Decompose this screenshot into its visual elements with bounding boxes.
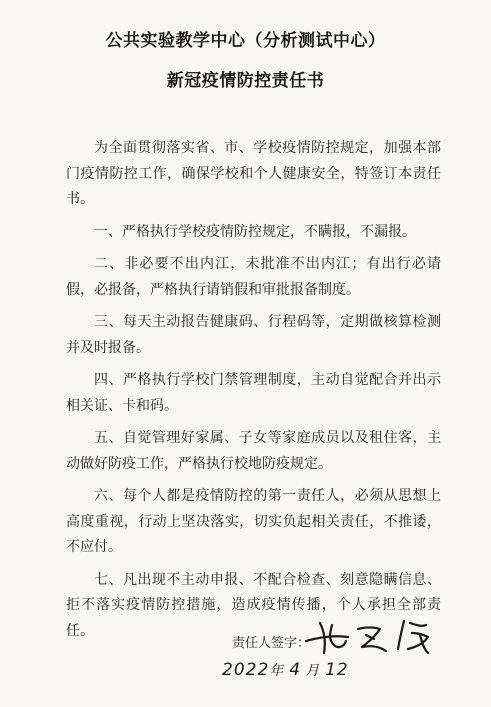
- date-year: 2022: [222, 660, 270, 680]
- paragraph-clause-7: 七、凡出现不主动申报、不配合检查、刻意隐瞒信息、拒不落实疫情防控措施，造成疫情传播，个人承担全部责任。: [66, 571, 441, 639]
- date-month: 4: [289, 660, 302, 680]
- document-title: 新冠疫情防控责任书: [166, 71, 325, 91]
- paragraph-clause-5: 五、自觉管理好家属、子女等家庭成员以及租住客，主动做好防疫工作，严格执行校地防疫规定。: [66, 430, 441, 472]
- paragraph-intro: 为全面贯彻落实省、市、学校疫情防控规定，加强本部门疫情防控工作，确保学校和个人健康安全，特签订本责任书。: [66, 140, 441, 207]
- paragraph-clause-2: 二、非必要不出内江，未批准不出内江；有出行必请假，必报备，严格执行请销假和审批报备制度。: [66, 256, 441, 298]
- date-month-unit: 月: [305, 663, 320, 679]
- date-day: 12: [325, 660, 349, 680]
- signature-date: [222, 660, 349, 680]
- paragraph-clause-4: 四、严格执行学校门禁管理制度，主动自觉配合并出示相关证、卡和码。: [66, 372, 441, 414]
- document-title-org: 公共实验教学中心（分析测试中心）: [105, 31, 386, 51]
- signature-label: 责任人签字：: [232, 636, 311, 651]
- paragraph-clause-6: 六、每个人都是疫情防控的第一责任人，必须从思想上高度重视，行动上坚决落实，切实负起相关责任，不推诿，不应付。: [66, 488, 441, 555]
- handwritten-signature: [300, 615, 450, 655]
- paragraph-clause-3: 三、每天主动报告健康码、行程码等，定期做核算检测并及时报备。: [66, 314, 441, 356]
- document-body: [66, 136, 441, 644]
- paragraph-clause-1: 一、严格执行学校疫情防控规定，不瞒报，不漏报。: [94, 223, 416, 240]
- date-year-unit: 年: [269, 663, 284, 679]
